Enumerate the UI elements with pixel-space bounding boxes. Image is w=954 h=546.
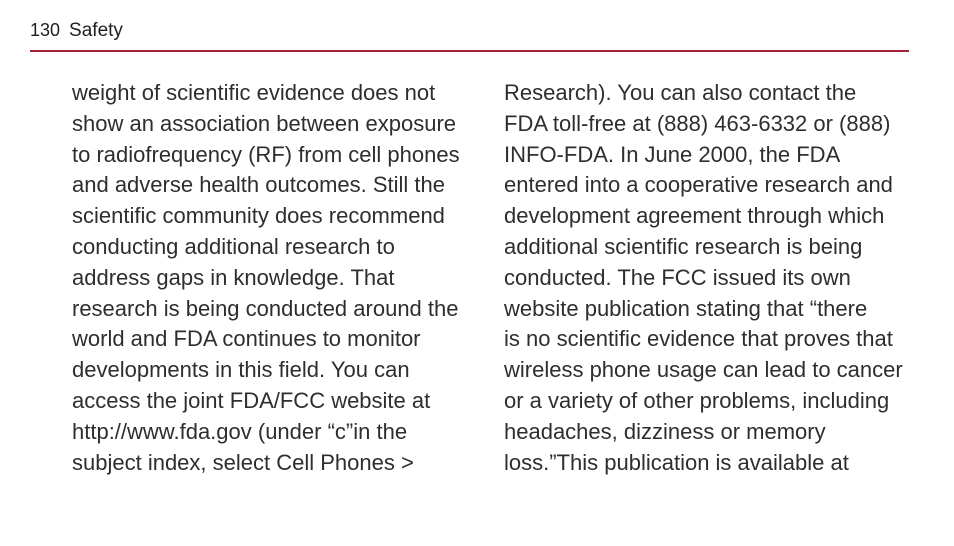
text-line: development agreement through which: [504, 203, 885, 229]
text-line: developments in this field. You can: [72, 357, 410, 383]
text-line: show an association between exposure: [72, 110, 457, 136]
text-line: scientific community does recommend: [72, 203, 445, 229]
header-divider: [30, 50, 909, 52]
text-line: or a variety of other problems, including: [504, 387, 890, 413]
text-line: is no scientific evidence that proves that: [504, 326, 893, 352]
left-text-column: [72, 78, 476, 478]
text-line: INFO-FDA. In June 2000, the FDA: [504, 141, 841, 167]
text-line: address gaps in knowledge. That: [72, 264, 395, 290]
text-line: headaches, dizziness or memory: [504, 418, 826, 444]
text-line: subject index, select Cell Phones >: [72, 449, 414, 475]
text-line: and adverse health outcomes. Still the: [72, 172, 446, 198]
page-header: [30, 20, 123, 46]
text-line: weight of scientific evidence does not: [72, 80, 436, 105]
text-line: world and FDA continues to monitor: [72, 326, 421, 352]
text-line: conducting additional research to: [72, 233, 395, 259]
text-line: website publication stating that “there: [504, 295, 868, 321]
text-line: wireless phone usage can lead to cancer: [504, 357, 903, 383]
text-line: Research). You can also contact the: [504, 80, 857, 105]
text-line: access the joint FDA/FCC website at: [72, 387, 431, 413]
text-line: to radiofrequency (RF) from cell phones: [72, 141, 460, 167]
right-text-column: [504, 78, 916, 478]
text-line: http://www.fda.gov (under “c”in the: [72, 418, 408, 444]
page-number: 130: [30, 20, 61, 40]
text-line: additional scientific research is being: [504, 233, 863, 259]
text-line: research is being conducted around the: [72, 295, 459, 321]
section-title: Safety: [69, 20, 123, 41]
text-line: entered into a cooperative research and: [504, 172, 893, 198]
text-line: loss.”This publication is available at: [504, 449, 849, 475]
text-line: FDA toll-free at (888) 463-6332 or (888): [504, 110, 891, 136]
text-line: conducted. The FCC issued its own: [504, 264, 851, 290]
